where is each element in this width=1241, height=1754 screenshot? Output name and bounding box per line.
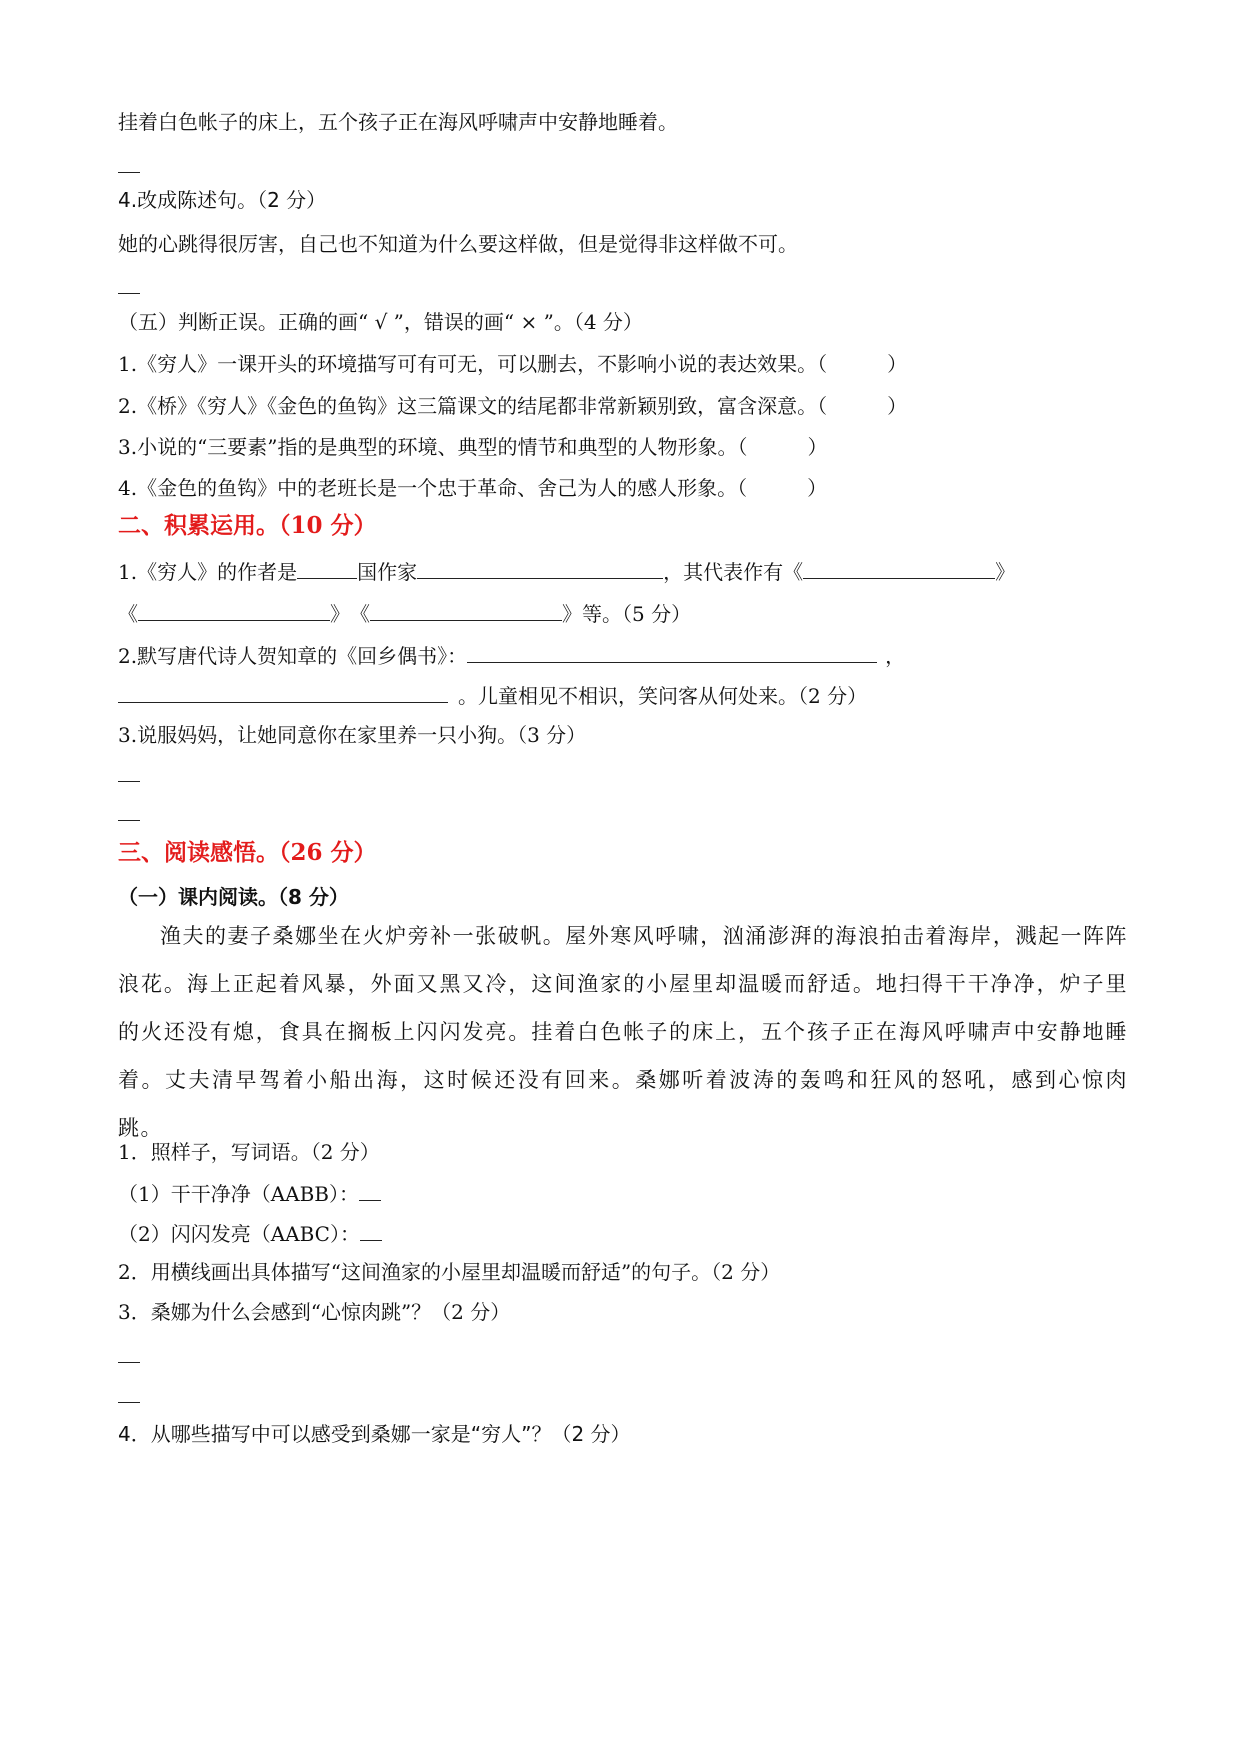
q1-text-b: 国作家 (357, 560, 418, 584)
aabc-blank[interactable] (360, 1218, 382, 1241)
q1-text-d: 》 (995, 560, 1016, 584)
poem-line-1-blank[interactable] (467, 640, 877, 663)
judge-item-2: 2.《桥》《穷人》《金色的鱼钩》这三篇课文的结尾都非常新颖别致，富含深意。（ ） (118, 394, 908, 418)
work-1-blank[interactable] (803, 556, 995, 579)
answer-line[interactable] (118, 1362, 140, 1363)
work-3-blank[interactable] (370, 598, 562, 621)
answer-line[interactable] (118, 172, 140, 173)
poem-line-2-blank[interactable] (118, 680, 448, 703)
part3-q4: 4．从哪些描写中可以感受到桑娜一家是“穷人”？（2 分） (118, 1422, 631, 1446)
answer-line[interactable] (118, 820, 140, 821)
part3-q2: 2．用横线画出具体描写“这间渔家的小屋里却温暖而舒适”的句子。（2 分） (118, 1260, 781, 1284)
q1-text-e: 《 (118, 602, 138, 626)
answer-line[interactable] (118, 781, 140, 782)
q4-sentence: 她的心跳得很厉害，自己也不知道为什么要这样做，但是觉得非这样做不可。 (118, 232, 798, 256)
part2-q2-line1 (118, 640, 905, 670)
part3-q3: 3．桑娜为什么会感到“心惊肉跳”？（2 分） (118, 1300, 511, 1324)
judge-item-3: 3.小说的“三要素”指的是典型的环境、典型的情节和典型的人物形象。（ ） (118, 435, 828, 459)
judge-item-1: 1.《穷人》一课开头的环境描写可有可无，可以删去，不影响小说的表达效果。（ ） (118, 352, 908, 376)
answer-line[interactable] (118, 1402, 140, 1403)
work-2-blank[interactable] (138, 598, 330, 621)
q1b-text: （2）闪闪发亮（AABC）： (118, 1222, 360, 1246)
q1a-text: （1）干干净净（AABB）： (118, 1182, 360, 1206)
q2-text-b: ， (885, 644, 906, 668)
part2-q1-line2 (118, 598, 691, 628)
part3-q1a (118, 1178, 381, 1208)
q2-text-c: 。儿童相见不相识，笑问客从何处来。（2 分） (458, 684, 868, 708)
part2-q3: 3.说服妈妈，让她同意你在家里养一只小狗。（3 分） (118, 723, 587, 747)
q2-text-a: 2.默写唐代诗人贺知章的《回乡偶书》： (118, 644, 468, 668)
answer-line[interactable] (118, 293, 140, 294)
top-sentence: 挂着白色帐子的床上，五个孩子正在海风呼啸声中安静地睡着。 (118, 110, 678, 134)
part2-q2-line2 (118, 680, 867, 710)
part3-heading: 三、阅读感悟。（26 分） (118, 839, 377, 866)
reading-passage: 渔夫的妻子桑娜坐在火炉旁补一张破帆。屋外寒风呼啸，汹涌澎湃的海浪拍击着海岸，溅起一阵阵浪花。海上正起着风暴，外面又黑又冷，这间渔家的小屋里却温暖而舒适。地扫得干干净净，炉子里的火还没有熄，食具在搁板上闪闪发亮。挂着白色帐子的床上，五个孩子正在海风呼啸声中安静地睡着。丈夫清早驾着小船出海，这时候还没有回来。桑娜听着波涛的轰鸣和狂风的怒吼，感到心惊肉跳。 (118, 924, 1128, 1140)
author-name-blank[interactable] (417, 556, 663, 579)
part2-q1-line1 (118, 556, 1015, 586)
part3-sub1: （一）课内阅读。（8 分） (118, 885, 349, 909)
part3-q1: 1．照样子，写词语。（2 分） (118, 1140, 380, 1164)
aabb-blank[interactable] (359, 1178, 381, 1201)
q4-title: 4.改成陈述句。（2 分） (118, 188, 327, 212)
section5-title: （五）判断正误。正确的画“ √ ”，错误的画“ × ”。（4 分） (118, 310, 643, 334)
q1-text-a: 1.《穷人》的作者是 (118, 560, 298, 584)
judge-item-4: 4.《金色的鱼钩》中的老班长是一个忠于革命、舍己为人的感人形象。（ ） (118, 476, 828, 500)
nationality-blank[interactable] (297, 556, 357, 579)
part2-heading: 二、积累运用。（10 分） (118, 512, 377, 539)
q1-text-g: 》等。（5 分） (562, 602, 692, 626)
q1-text-c: ，其代表作有《 (663, 560, 804, 584)
q1-text-f: 》 《 (330, 602, 370, 626)
part3-q1b (118, 1218, 382, 1248)
